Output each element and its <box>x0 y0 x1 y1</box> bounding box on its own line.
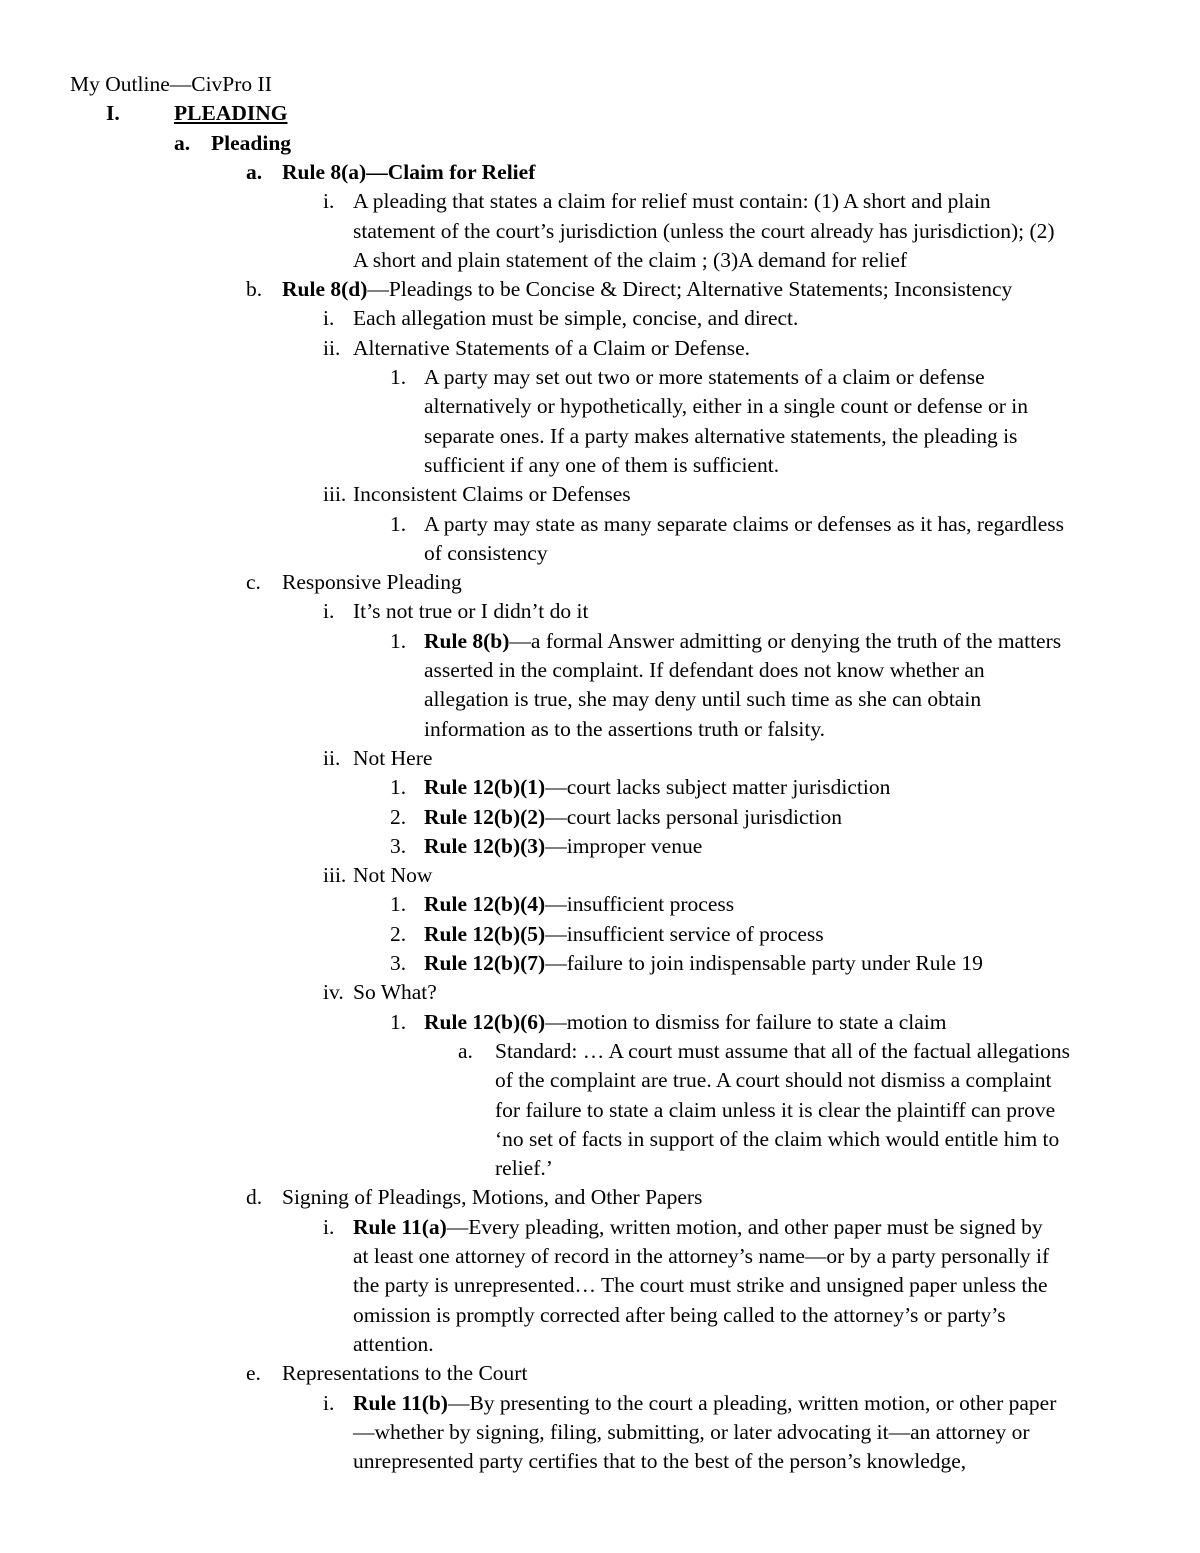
outline-text <box>424 920 824 949</box>
outline-line <box>0 832 1200 861</box>
outline-bold-text: Rule 12(b)(3) <box>424 833 546 858</box>
outline-bold-text: Rule 8(d) <box>282 277 368 302</box>
outline-marker: 3. <box>390 951 407 975</box>
outline-text <box>353 334 750 363</box>
outline-line <box>0 1037 1200 1066</box>
outline-marker: 2. <box>390 921 407 946</box>
outline-line <box>0 920 1200 949</box>
outline-body-text: asserted in the complaint. If defendant does not know whether an <box>424 658 985 682</box>
outline-bold-text: Rule 12(b)(1) <box>424 775 546 800</box>
outline-line <box>0 451 1200 480</box>
outline-text <box>424 627 1061 656</box>
outline-text <box>424 832 702 861</box>
outline-body-text: statement of the court’s jurisdiction (unless the court already has jurisdiction); (2) <box>353 218 1055 243</box>
outline-body-text: the party is unrepresented… The court must strike and unsigned paper unless the <box>353 1273 1048 1298</box>
outline-line <box>0 773 1200 802</box>
outline-marker: 1. <box>390 775 407 800</box>
outline-text <box>495 1125 1059 1154</box>
outline-body-text: omission is promptly corrected after being called to the attorney’s or party’s <box>353 1302 1006 1327</box>
outline-line <box>0 246 1200 275</box>
outline-marker: ii. <box>323 335 341 360</box>
outline-bold-text: Rule 12(b)(6) <box>424 1009 546 1034</box>
outline-marker: 2. <box>390 804 407 829</box>
outline-body-text: Each allegation must be simple, concise, and direct. <box>353 306 799 331</box>
outline-text <box>424 392 1028 421</box>
outline-bold-text: Rule 8(b) <box>424 628 510 653</box>
outline-marker: I. <box>106 101 120 126</box>
outline-body-text: separate ones. If a party makes alternative statements, the pleading is <box>424 423 1018 448</box>
outline-bold-text: Rule 11(a) <box>353 1214 447 1239</box>
outline-marker: b. <box>246 277 263 302</box>
outline-text <box>424 539 548 568</box>
outline-body-text: —improper venue <box>545 833 703 858</box>
outline-line <box>0 480 1200 509</box>
outline-bold-text: Rule 11(b) <box>353 1390 448 1415</box>
outline-body-text: —Pleadings to be Concise & Direct; Alternative Statements; Inconsistency <box>367 277 1013 302</box>
outline-line <box>0 1066 1200 1095</box>
outline-text <box>424 685 981 714</box>
outline-marker: d. <box>246 1185 263 1210</box>
outline-body-text: alternatively or hypothetically, either in a single count or defense or in <box>424 394 1028 419</box>
outline-line <box>0 890 1200 919</box>
outline-body-text: of consistency <box>424 540 548 565</box>
outline-text <box>424 949 983 978</box>
outline-line <box>0 568 1200 597</box>
outline-marker: 1. <box>390 628 407 653</box>
outline-line <box>0 1301 1200 1330</box>
outline-marker: e. <box>246 1361 261 1386</box>
outline-marker: i. <box>323 1214 335 1239</box>
outline-line <box>0 539 1200 568</box>
outline-text <box>353 597 588 626</box>
outline-body-text: A short and plain statement of the claim ; (3)A demand for relief <box>353 247 908 272</box>
outline-body-text: —whether by signing, filing, submitting, or later advocating it—an attorney or <box>353 1419 1030 1444</box>
outline-line <box>0 1447 1200 1476</box>
outline-line <box>0 187 1200 216</box>
outline-text <box>424 656 985 685</box>
outline-body-text: ‘no set of facts in support of the claim which would entitle him to <box>495 1126 1060 1151</box>
outline-body-text: It’s not true or I didn’t do it <box>353 599 589 624</box>
outline-line <box>0 1008 1200 1037</box>
outline-text <box>353 217 1055 246</box>
outline-text <box>424 1008 947 1037</box>
outline-text <box>282 1183 702 1212</box>
outline-line <box>0 1359 1200 1388</box>
outline-text <box>495 1066 1052 1095</box>
outline-line <box>0 304 1200 333</box>
outline-body-text: Signing of Pleadings, Motions, and Other Papers <box>282 1185 703 1210</box>
outline-text <box>495 1096 1055 1125</box>
outline-body-text: at least one attorney of record in the attorney’s name—or by a party personally if <box>353 1244 1050 1268</box>
outline-marker: a. <box>174 130 191 155</box>
outline-text <box>353 304 798 333</box>
outline-marker: 1. <box>390 892 407 917</box>
outline-marker: 1. <box>390 365 407 389</box>
document-title-line <box>0 70 1200 99</box>
outline-body-text: A pleading that states a claim for relief must contain: (1) A short and plain <box>353 189 991 214</box>
outline-line <box>0 744 1200 773</box>
outline-text <box>424 422 1017 451</box>
outline-line <box>0 1418 1200 1447</box>
outline-line <box>0 978 1200 1007</box>
outline-text <box>495 1154 553 1183</box>
outline-marker: iv. <box>323 980 344 1005</box>
outline-line <box>0 363 1200 392</box>
outline-body-text: sufficient if any one of them is sufficient. <box>424 452 780 477</box>
outline-line <box>0 99 1200 128</box>
outline-text <box>282 158 535 187</box>
outline-body-text: —court lacks subject matter jurisdiction <box>545 775 891 800</box>
outline-body-text: Representations to the Court <box>282 1361 528 1386</box>
outline-text <box>353 1213 1043 1242</box>
outline-text <box>353 1271 1048 1300</box>
outline-bold-text: Rule 12(b)(5) <box>424 921 546 946</box>
outline-marker: ii. <box>323 745 341 770</box>
outline-line <box>0 1271 1200 1300</box>
outline-line <box>0 422 1200 451</box>
outline-body-text: —insufficient process <box>545 892 735 917</box>
outline-text <box>353 246 907 275</box>
outline-marker: 1. <box>390 511 407 536</box>
outline-body-text: Inconsistent Claims or Defenses <box>353 482 631 507</box>
outline-text <box>353 1389 1056 1418</box>
outline-line <box>0 510 1200 539</box>
outline-body-text: A party may set out two or more statements of a claim or defense <box>424 365 985 389</box>
outline-text <box>174 99 287 128</box>
outline-line <box>0 334 1200 363</box>
outline-body-text: —court lacks personal jurisdiction <box>545 804 842 829</box>
outline-marker: i. <box>323 189 335 214</box>
outline-bold-text: Rule 12(b)(7) <box>424 951 546 975</box>
outline-text <box>424 890 734 919</box>
outline-marker: c. <box>246 570 261 595</box>
outline-text <box>424 451 779 480</box>
outline-body-text: —insufficient service of process <box>545 921 824 946</box>
outline-marker: iii. <box>323 863 347 888</box>
outline-line <box>0 158 1200 187</box>
outline-line <box>0 861 1200 890</box>
outline-text <box>495 1037 1070 1066</box>
outline-body-text: Standard: … A court must assume that all of the factual allegations <box>495 1038 1070 1063</box>
outline-body-text: Alternative Statements of a Claim or Defense. <box>353 335 751 360</box>
outline-body-text: —motion to dismiss for failure to state a claim <box>545 1009 947 1034</box>
outline-line <box>0 1330 1200 1359</box>
outline-line <box>0 803 1200 832</box>
outline-bold-text: PLEADING <box>174 101 288 126</box>
outline-text <box>353 187 991 216</box>
outline-line <box>0 1154 1200 1183</box>
outline-text <box>424 363 985 392</box>
outline-line <box>0 1183 1200 1212</box>
outline-line <box>0 1242 1200 1271</box>
outline-body-text: So What? <box>353 980 437 1005</box>
outline-body-text: for failure to state a claim unless it is clear the plaintiff can prove <box>495 1097 1056 1122</box>
outline-marker: iii. <box>323 482 347 507</box>
outline-line <box>0 217 1200 246</box>
outline-body-text: Not Here <box>353 745 433 770</box>
outline-body-text: —By presenting to the court a pleading, written motion, or other paper <box>447 1390 1057 1415</box>
outline-bold-text: Rule 12(b)(4) <box>424 892 546 917</box>
outline-line <box>0 1125 1200 1154</box>
outline-marker: a. <box>246 159 263 184</box>
outline-line <box>0 627 1200 656</box>
outline-text <box>353 1447 966 1476</box>
outline-body-text: information as to the assertions truth or falsity. <box>424 716 826 741</box>
outline-line <box>0 1389 1200 1418</box>
outline-line <box>0 392 1200 421</box>
outline-marker: i. <box>323 1390 335 1415</box>
outline-body-text: —a formal Answer admitting or denying the truth of the matters <box>509 628 1062 653</box>
outline-body-text: Responsive Pleading <box>282 570 462 595</box>
outline-text <box>353 1242 1049 1271</box>
outline-body-text: attention. <box>353 1331 434 1356</box>
outline-text <box>424 715 825 744</box>
outline-line <box>0 597 1200 626</box>
outline-line <box>0 656 1200 685</box>
outline-body-text: relief.’ <box>495 1156 553 1181</box>
outline-bold-text: Pleading <box>211 130 292 155</box>
outline-text <box>282 1359 527 1388</box>
outline-bold-text: Rule 8(a)—Claim for Relief <box>282 159 536 184</box>
outline-text <box>353 744 432 773</box>
outline-body-text: —Every pleading, written motion, and other paper must be signed by <box>446 1214 1043 1239</box>
outline-text <box>353 1330 434 1359</box>
outline-line <box>0 1096 1200 1125</box>
outline-bold-text: Rule 12(b)(2) <box>424 804 546 829</box>
outline-text <box>282 568 462 597</box>
outline-body-text: of the complaint are true. A court should not dismiss a complaint <box>495 1068 1052 1093</box>
outline-marker: i. <box>323 599 335 624</box>
outline-text <box>353 1418 1030 1447</box>
outline-line <box>0 129 1200 158</box>
outline-body-text: A party may state as many separate claims or defenses as it has, regardless <box>424 511 1065 536</box>
outline-line <box>0 685 1200 714</box>
outline-text <box>424 510 1064 539</box>
outline-line <box>0 1213 1200 1242</box>
outline-text <box>353 1301 1006 1330</box>
outline-text <box>353 480 631 509</box>
outline-line <box>0 949 1200 978</box>
outline-text <box>211 129 291 158</box>
document-title: My Outline—CivPro II <box>70 72 272 96</box>
outline-marker: i. <box>323 306 335 331</box>
outline-body-text: allegation is true, she may deny until such time as she can obtain <box>424 687 982 712</box>
outline-text <box>282 275 1012 304</box>
outline-body-text: Not Now <box>353 863 433 888</box>
outline-marker: 3. <box>390 833 407 858</box>
outline-body-text: unrepresented party certifies that to the best of the person’s knowledge, <box>353 1449 967 1474</box>
outline-marker: 1. <box>390 1009 407 1034</box>
outline-marker: a. <box>458 1038 473 1063</box>
outline-body-text: —failure to join indispensable party under Rule 19 <box>545 951 983 975</box>
outline-line <box>0 275 1200 304</box>
outline-text <box>424 803 842 832</box>
outline-text <box>353 861 432 890</box>
outline-line <box>0 715 1200 744</box>
outline-text <box>353 978 437 1007</box>
outline-text <box>424 773 890 802</box>
